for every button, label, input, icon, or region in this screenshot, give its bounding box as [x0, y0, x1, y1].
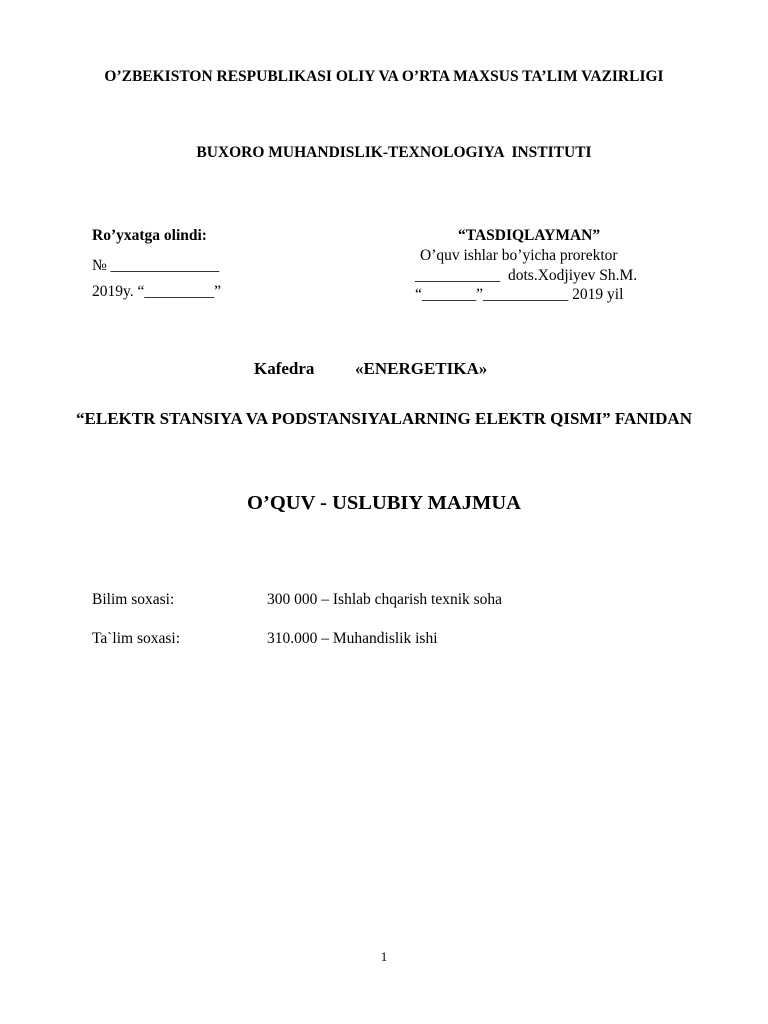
field-label-education-area: Ta`lim soxasi: — [92, 630, 181, 647]
field-value-education-area: 310.000 – Muhandislik ishi — [267, 630, 438, 647]
department-label: Kafedra — [254, 359, 315, 378]
subject-title: “ELEKTR STANSIYA VA PODSTANSIYALARNING ELEKTR QISMI” FANIDAN — [76, 409, 692, 428]
field-value-knowledge-area: 300 000 – Ishlab chqarish texnik soha — [267, 591, 503, 608]
page-number: 1 — [380, 949, 388, 964]
document-title: O’QUV - USLUBIY MAJMUA — [247, 492, 521, 514]
approval-role: O’quv ishlar bo’yicha prorektor — [420, 247, 618, 264]
field-label-knowledge-area: Bilim soxasi: — [92, 591, 175, 608]
registration-number-line: № ______________ — [92, 257, 220, 274]
registration-title: Ro’yxatga olindi: — [92, 227, 207, 244]
ministry-heading: O’ZBEKISTON RESPUBLIKASI OLIY VA O’RTA MAXSUS TA’LIM VAZIRLIGI — [104, 68, 664, 85]
registration-date-line: 2019y. “_________” — [92, 283, 222, 300]
institute-heading: BUXORO MUHANDISLIK-TEXNOLOGIYA INSTITUTI — [196, 144, 592, 161]
approval-date-line: “_______”___________ 2019 yil — [415, 286, 624, 303]
department-name: «ENERGETIKA» — [355, 359, 488, 378]
approval-signature-line: ___________ dots.Xodjiyev Sh.M. — [415, 267, 638, 284]
approval-title: “TASDIQLAYMAN” — [458, 227, 601, 244]
